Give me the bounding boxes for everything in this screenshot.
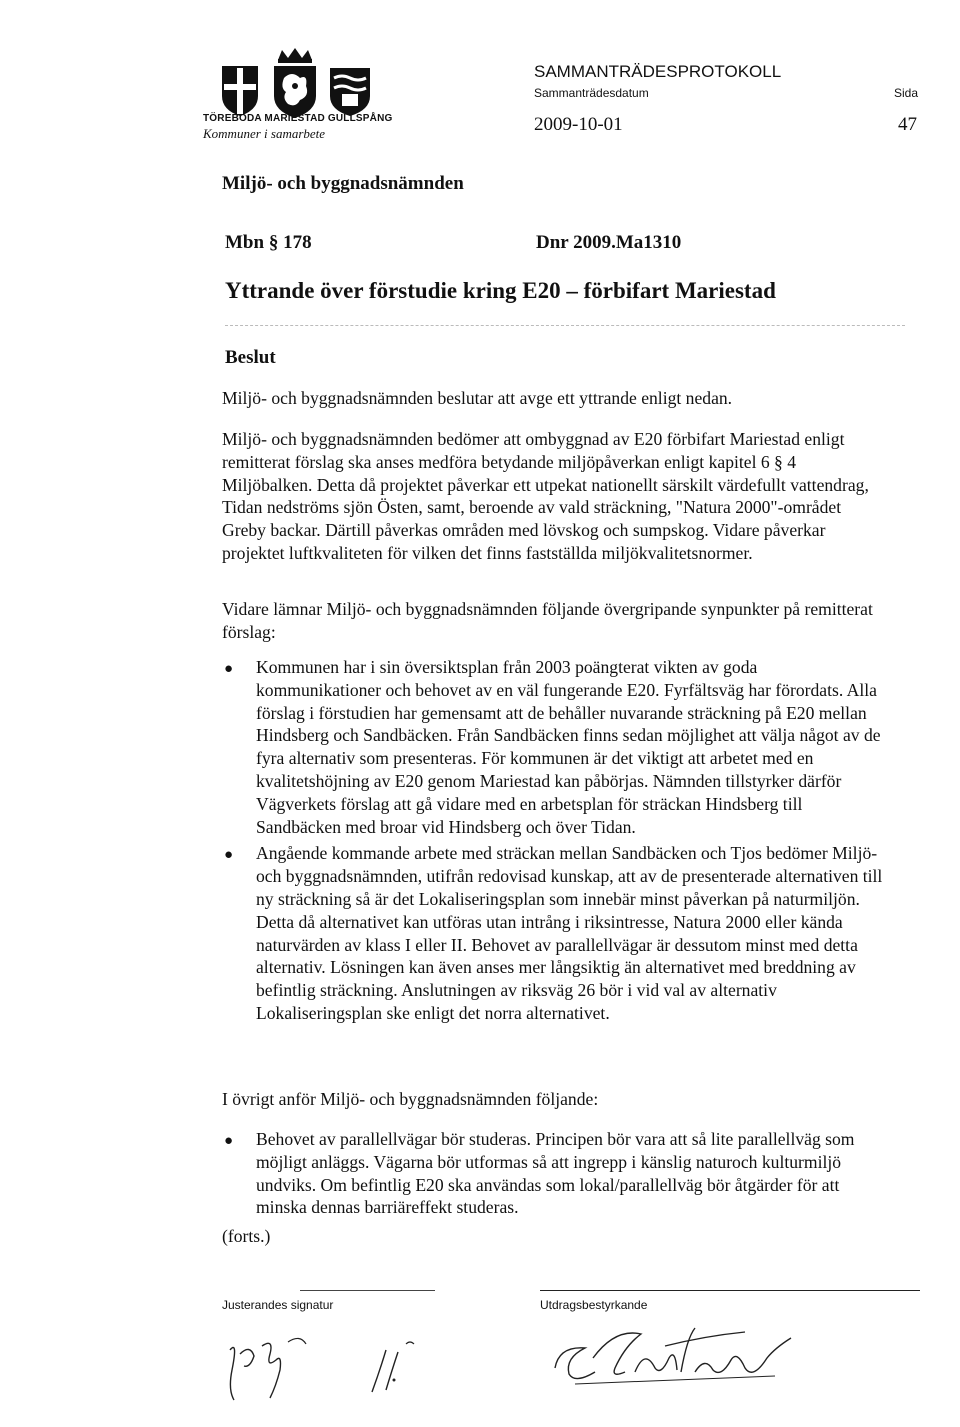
bullet-icon: ●: [224, 847, 234, 864]
decision-paragraph: Miljö- och byggnadsnämnden beslutar att avge ett yttrande enligt nedan.: [222, 388, 733, 408]
bullet-icon: ●: [224, 1133, 234, 1149]
crown-icon: [278, 48, 312, 63]
protocol-title: SAMMANTRÄDESPROTOKOLL: [534, 62, 782, 81]
page-number: 47: [898, 114, 917, 135]
certifier-signature: [545, 1318, 805, 1398]
viewpoints-intro: Vidare lämnar Miljö- och byggnadsnämnden följande övergripande synpunkter på remitterat förslag:: [222, 599, 873, 642]
viewpoints-list: [222, 656, 886, 1025]
shield-mariestad-icon: [274, 66, 316, 118]
list-item-text: Behovet av parallellvägar bör studeras. Principen bör vara att så lite parallellväg som möjligt anläggs. Vägarna bör utformas så att ingrepp i känslig naturoch kulturmiljö undviks. Om befintlig E20 ska användas som lokal/parallellväg bör åtgärder för att minska dennas barriäreffekt studeras.: [256, 1129, 855, 1218]
logo-tagline: Kommuner i samarbete: [203, 126, 326, 141]
meeting-date-label: Sammanträdesdatum: [534, 86, 649, 100]
continued-note: (forts.): [222, 1226, 271, 1246]
further-intro: I övrigt anför Miljö- och byggnadsnämnden följande:: [222, 1089, 599, 1109]
signature-label: Justerandes signatur: [222, 1298, 334, 1312]
further-list: [222, 1128, 886, 1219]
list-item: [222, 842, 886, 1024]
list-item-text: Kommunen har i sin översiktsplan från 2003 poängterat vikten av goda kommunikationer och behovet av en väl fungerande E20. Fyrfältsväg har förordats. Alla förslag i förstudien har gemensamt att de behåller nuvarande sträckning på E20 mellan Hindsberg och Sandbäcken. Från Sandbäcken finns sedan möjlighet att välja något av de fyra alternativ som presenteras. För kommunen är det viktigt att arbetet med en kvalitetshöjning av E20 genom Mariestad kan påbörjas. Nämnden tillstyrker därför Vägverkets förslag att gå vidare med en arbetsplan för sträckan Hindsberg till Sandbäcken med broar vid Hindsberg och över Tidan.: [256, 657, 881, 837]
bullet-icon: ●: [224, 661, 234, 677]
shield-gullspang-icon: [330, 68, 370, 116]
shield-toreboda-icon: [222, 66, 258, 116]
list-item: [222, 1128, 886, 1219]
section-number: Mbn § 178: [225, 232, 312, 253]
meeting-date: 2009-10-01: [534, 114, 623, 135]
footer-divider: [540, 1290, 920, 1291]
diary-number: Dnr 2009.Ma1310: [536, 232, 682, 253]
logo-town-names: TÖREBODA MARIESTAD GULLSPÅNG: [203, 113, 393, 124]
beslut-heading: Beslut: [225, 347, 276, 368]
footer-divider-left: [300, 1290, 435, 1291]
handwritten-signatures: [210, 1320, 470, 1410]
assessment-paragraph: Miljö- och byggnadsnämnden bedömer att ombyggnad av E20 förbifart Mariestad enligt remitterat förslag ska anses medföra betydande miljöpåverkan enligt kapitel 6 § 4 Miljöbalken. Detta då projektet påverkar ett utpekat nationellt särskilt värdefullt vattendrag, Tidan nedströms sjön Östen, samt, beroende av vald sträckning, "Natura 2000"-området Greby backar. Därtill påverkas områden med lövskog och sumpskog. Vidare påverkar projektet luftkvaliteten för vilken det finns fastställda miljökvalitetsnormer.: [222, 429, 869, 563]
heading-divider: [225, 325, 905, 326]
page-label: Sida: [894, 86, 919, 100]
document-heading: Yttrande över förstudie kring E20 – förbifart Mariestad: [225, 278, 776, 303]
list-item-text: Angående kommande arbete med sträckan mellan Sandbäcken och Tjos bedömer Miljö- och byggnadsnämnden, utifrån redovisad kunskap, att av de presenterade alternativen till ny sträckning så är det Lokaliseringsplan som innebär minst påverkan på naturmiljön. Detta då alternativet kan utföras utan intrång i riksintresse, Natura 2000 eller kända naturvärden av klass I eller II. Behovet av parallellvägar är dessutom minst med detta alternativ. Lösningen kan även anses mer långsiktig än alternativet med breddning av befintlig sträckning. Anslutningen av riksväg 26 bör i vid val av alternativ Lokaliseringsplan ske enligt det norra alternativet.: [256, 843, 883, 1023]
committee-name: Miljö- och byggnadsnämnden: [222, 173, 464, 194]
list-item: [222, 656, 886, 838]
extract-certification-label: Utdragsbestyrkande: [540, 1298, 648, 1312]
